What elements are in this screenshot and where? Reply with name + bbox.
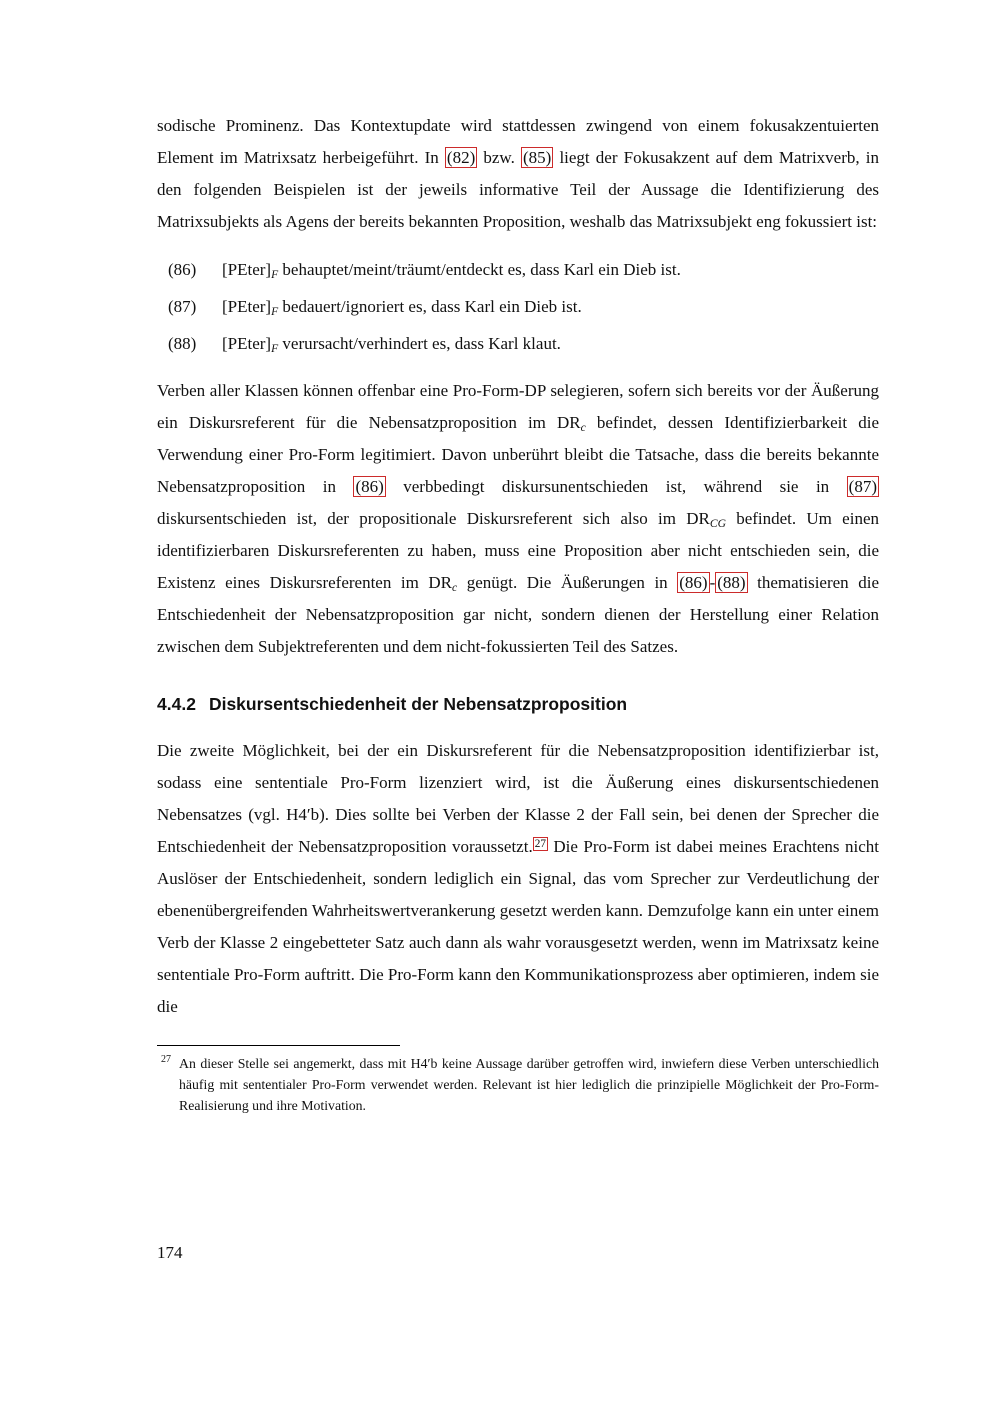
- footnote-block: [157, 1045, 879, 1116]
- page-number: 174: [157, 1243, 183, 1262]
- section-title: Diskursentschiedenheit der Nebensatzproposition: [208, 694, 628, 714]
- subscript-label: c: [580, 420, 586, 434]
- paragraph-verben: Verben aller Klassen können offenbar eine Pro-Form-DP selegieren, sofern sich bereits vor der Äußerung ein Diskursreferent für die Nebensatzproposition im $DR_c$ befindet, dessen Identifizierbarkeit die Verwendung einer Pro-Form legitimiert. Davon unberührt bleibt die Tatsache, dass die bereits bekannte Nebensatzproposition in (86) verbbedingt diskursunentschieden ist, während sie in (87) diskursentschieden ist, der propositionale Diskursreferent sich also im $DR_{CG}$ befindet. Um einen identifizierbaren Diskursreferenten zu haben, muss eine Proposition aber nicht entschieden sein, die Existenz eines Diskursreferenten im $DR_c$ genügt. Die Äußerungen in (86) - (88) thematisieren die Entschiedenheit der Nebensatzproposition gar nicht, sondern dienen der Herstellung einer Relation zwischen dem Subjektreferenten und dem nicht-fokussierten Teil des Satzes.: [157, 381, 880, 656]
- example-item: [157, 328, 879, 360]
- example-number: (86): [168, 260, 197, 279]
- subscript-label: CG: [709, 516, 726, 530]
- subscript-label: c: [452, 580, 458, 594]
- example-text: $[PEter]_F$ verursacht/verhindert es, dass Karl klaut.: [222, 334, 561, 355]
- ref-link[interactable]: (86): [355, 477, 384, 496]
- section-number: 4.4.2: [157, 694, 196, 714]
- example-item: [157, 291, 879, 323]
- example-text: $[PEter]_F$ bedauert/ignoriert es, dass Karl ein Dieb ist.: [222, 297, 582, 318]
- footnote: [157, 1053, 879, 1116]
- ref-link[interactable]: (82): [446, 148, 476, 167]
- ref-link[interactable]: (87): [848, 477, 877, 496]
- example-number: (87): [168, 297, 197, 316]
- footnote-rule: [157, 1045, 400, 1046]
- subscript-label: F: [271, 267, 279, 281]
- subscript-label: F: [271, 341, 279, 355]
- footnote-text: An dieser Stelle sei angemerkt, dass mit H4′b keine Aussage darüber getroffen wird, inwiefern diese Verben unterschiedlich häufig mit sententialer Pro-Form verwendet werden. Relevant ist hier lediglich die prinzipielle Möglichkeit der Pro-Form-Realisierung und ihre Motivation.: [179, 1056, 879, 1113]
- ref-link[interactable]: (86): [679, 573, 708, 592]
- paragraph-intro: sodische Prominenz. Das Kontextupdate wird stattdessen zwingend von einem fokusakzentuierten Element im Matrixsatz herbeigeführt. In (82) bzw. (85) liegt der Fokusakzent auf dem Matrixverb, in den folgenden Beispielen ist der jeweils informative Teil der Aussage die Identifizierung des Matrixsubjekts als Agens der bereits bekannten Proposition, weshalb das Matrixsubjekt eng fokussiert ist:: [157, 116, 879, 231]
- footnote-ref-link[interactable]: 27: [534, 837, 546, 850]
- section-heading: [157, 691, 879, 717]
- example-list: [157, 254, 879, 360]
- example-number: (88): [168, 334, 197, 353]
- subscript-label: F: [271, 304, 279, 318]
- example-item: [157, 254, 879, 286]
- ref-link[interactable]: (85): [522, 148, 552, 167]
- example-text: $[PEter]_F$ behauptet/meint/träumt/entdeckt es, dass Karl ein Dieb ist.: [222, 260, 681, 281]
- footnote-marker: 27: [161, 1054, 171, 1065]
- paragraph-zweite-moeglichkeit: Die zweite Möglichkeit, bei der ein Diskursreferent für die Nebensatzproposition identifizierbar ist, sodass eine sententiale Pro-Form lizenziert wird, ist die Äußerung eines diskursentschiedenen Nebensatzes (vgl. H4′b). Dies sollte bei Verben der Klasse 2 der Fall sein, bei denen der Sprecher die Entschiedenheit der Nebensatzproposition voraussetzt. $^{27}$ Die Pro-Form ist dabei meines Erachtens nicht Auslöser der Entschiedenheit, sondern lediglich ein Signal, das vom Sprecher zur Verdeutlichung der ebenenübergreifenden Wahrheitswertverankerung gesetzt werden kann. Demzufolge kann ein unter einem Verb der Klasse 2 eingebetteter Satz auch dann als wahr vorausgesetzt werden, wenn im Matrixsatz keine sententiale Pro-Form auftritt. Die Pro-Form kann den Kommunikationsprozess aber optimieren, indem sie die: [157, 741, 880, 1016]
- text-column: [157, 110, 879, 1116]
- ref-link[interactable]: (88): [717, 573, 746, 592]
